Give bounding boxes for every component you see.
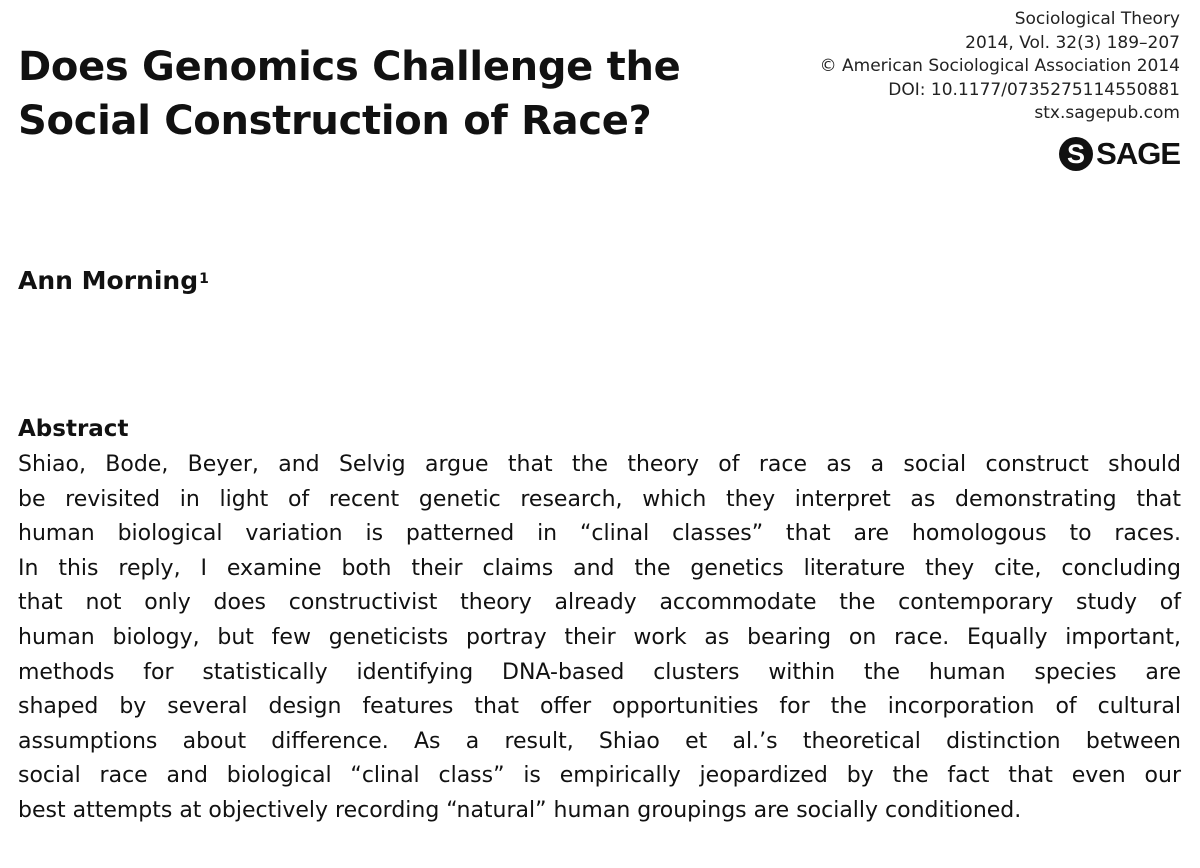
sage-s-circle-icon xyxy=(1058,136,1094,172)
sage-logo-text: SAGE xyxy=(1096,136,1180,171)
author-affiliation-mark: 1 xyxy=(199,271,209,287)
doi-link[interactable]: DOI: 10.1177/0735275114550881 xyxy=(888,79,1180,100)
author-name xyxy=(18,264,209,298)
author-name-text: Ann Morning xyxy=(18,266,199,295)
article-title xyxy=(18,40,818,148)
journal-name: Sociological Theory xyxy=(1014,9,1180,29)
abstract-line: human biology, but few geneticists portray their work as bearing on race. Equally important, xyxy=(18,624,1181,650)
volume-pages: 2014, Vol. 32(3) 189–207 xyxy=(965,32,1180,53)
abstract-line: In this reply, I examine both their claims and the genetics literature they cite, concluding xyxy=(18,555,1181,581)
journal-website-link[interactable]: stx.sagepub.com xyxy=(1034,103,1180,123)
abstract-line: human biological variation is patterned in “clinal classes” that are homologous to races. xyxy=(18,521,1181,547)
article-title-line: Does Genomics Challenge the xyxy=(18,44,681,90)
abstract-line: that not only does constructivist theory already accommodate the contemporary study of xyxy=(18,590,1181,616)
copyright-notice: © American Sociological Association 2014 xyxy=(819,56,1180,76)
sage-publisher-logo xyxy=(1058,134,1180,174)
abstract-line: assumptions about difference. As a result, Shiao et al.’s theoretical distinction between xyxy=(18,728,1181,754)
article-title-line: Social Construction of Race? xyxy=(18,98,652,144)
abstract-line: best attempts at objectively recording “natural” human groupings are socially conditioned. xyxy=(18,797,1022,823)
abstract-line: shaped by several design features that offer opportunities for the incorporation of cultural xyxy=(18,694,1181,720)
abstract-line: be revisited in light of recent genetic research, which they interpret as demonstrating that xyxy=(18,486,1181,512)
abstract-line: social race and biological “clinal class” is empirically jeopardized by the fact that even our xyxy=(18,763,1181,789)
svg-text:S: S xyxy=(1067,139,1086,169)
abstract-body xyxy=(18,448,1181,829)
journal-info xyxy=(820,8,1180,126)
abstract-line: methods for statistically identifying DNA-based clusters within the human species are xyxy=(18,659,1181,685)
abstract-line: Shiao, Bode, Beyer, and Selvig argue that the theory of race as a social construct should xyxy=(18,452,1181,477)
abstract-heading: Abstract xyxy=(18,416,129,442)
